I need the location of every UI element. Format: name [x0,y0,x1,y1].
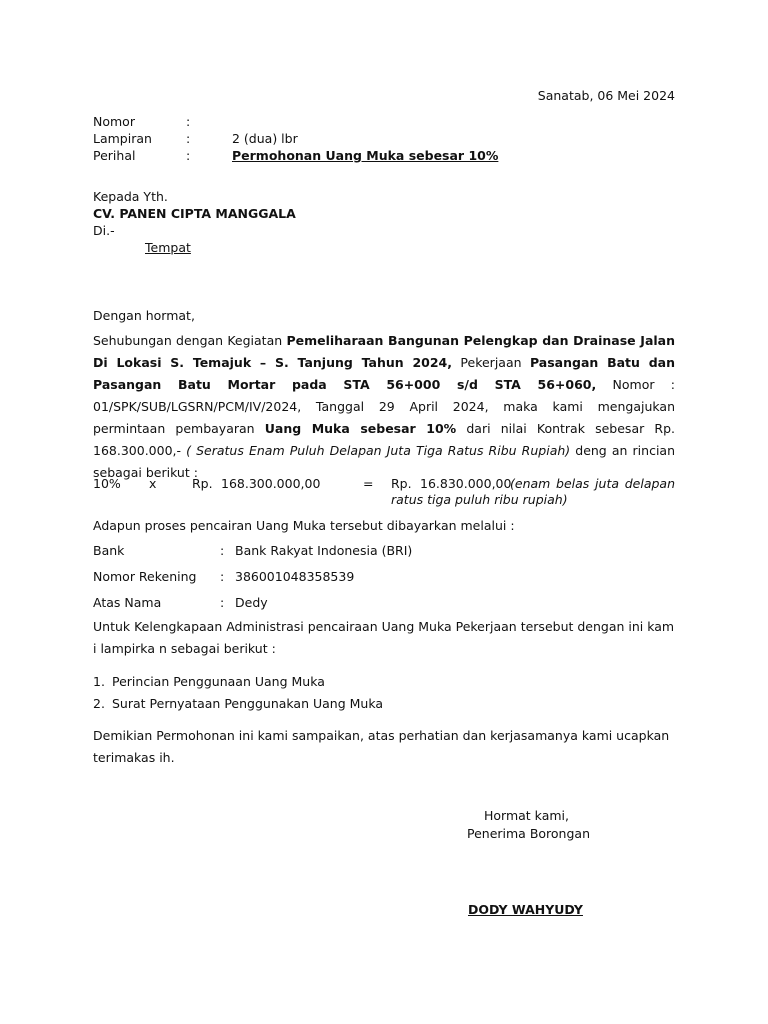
payment-intro: Adapun proses pencairan Uang Muka tersebut dibayarkan melalui : [93,518,515,533]
sign-role: Penerima Borongan [467,826,590,841]
attach-item-1-text: Perincian Penggunaan Uang Muka [112,674,325,689]
calc-words: (enam belas juta delapan ratus tiga puluh ribu rupiah) [391,476,675,507]
attach-item-1-num: 1. [93,674,105,689]
calc-percent: 10% [93,476,121,491]
body-bold-activity: Pemeliharaan Bangunan Pelengkap dan Drainase Jalan Di Lokasi S. Temajuk – S. Tanjung Tahun 2024, [93,333,675,370]
body-text-4: dari nilai Kontrak sebesar Rp. 168.300.000,- [93,421,675,458]
payment-account-colon: : [220,569,225,584]
calc-equals: = [363,476,374,491]
sign-name: DODY WAHYUDY [468,902,583,917]
meta-lampiran-colon: : [186,131,191,146]
body-paragraph [93,330,675,484]
meta-nomor-label: Nomor [93,114,135,129]
payment-bank-value: Bank Rakyat Indonesia (BRI) [235,543,413,558]
meta-lampiran-label: Lampiran [93,131,152,146]
body-bold-work: Pasangan Batu dan Pasangan Batu Mortar pada STA 56+000 s/d STA 56+060, [93,355,676,392]
calc-times: x [149,476,157,491]
attach-item-2-text: Surat Pernyataan Penggunakan Uang Muka [112,696,384,711]
meta-perihal-label: Perihal [93,148,136,163]
recipient-to: Kepada Yth. [93,189,168,204]
sign-regards: Hormat kami, [484,808,569,823]
body-text-5: deng an rincian sebagai berikut : [93,443,675,480]
meta-lampiran-value: 2 (dua) lbr [232,131,298,146]
meta-nomor-colon: : [186,114,191,129]
recipient-place: Tempat [145,240,191,255]
payment-holder-value: Dedy [235,595,268,610]
place-date: Sanatab, 06 Mei 2024 [537,88,675,103]
payment-account-label: Nomor Rekening [93,569,197,584]
closing-paragraph: Demikian Permohonan ini kami sampaikan, atas perhatian dan kerjasamanya kami ucapkan terimakas ih. [93,728,670,765]
body-text-2: Pekerjaan [452,355,530,370]
payment-bank-label: Bank [93,543,125,558]
payment-account-value: 386001048358539 [235,569,355,584]
recipient-di: Di.- [93,223,115,238]
calc-rp-1: Rp. [192,476,213,491]
calc-amount-2: 16.830.000,00 [420,476,512,491]
body-bold-advance: Uang Muka sebesar 10% [264,421,457,436]
payment-holder-label: Atas Nama [93,595,162,610]
attach-intro: Untuk Kelengkapaan Administrasi pencairaan Uang Muka Pekerjaan tersebut dengan ini kami lampirka n sebagai berikut : [93,619,675,656]
body-italic-words: ( Seratus Enam Puluh Delapan Juta Tiga Ratus Ribu Rupiah) [186,443,571,458]
greeting: Dengan hormat, [93,308,195,323]
recipient-name: CV. PANEN CIPTA MANGGALA [93,206,296,221]
payment-bank-colon: : [220,543,225,558]
body-text-1: Sehubungan dengan Kegiatan [93,333,287,348]
meta-perihal-value: Permohonan Uang Muka sebesar 10% [232,148,499,163]
calc-rp-2: Rp. [391,476,412,491]
calc-amount-1: 168.300.000,00 [221,476,321,491]
payment-holder-colon: : [220,595,225,610]
meta-perihal-colon: : [186,148,191,163]
body-text-3: Nomor : 01/SPK/SUB/LGSRN/PCM/IV/2024, Tanggal 29 April 2024, maka kami mengajukan permintaan pembayaran [93,377,675,436]
attach-item-2-num: 2. [93,696,105,711]
